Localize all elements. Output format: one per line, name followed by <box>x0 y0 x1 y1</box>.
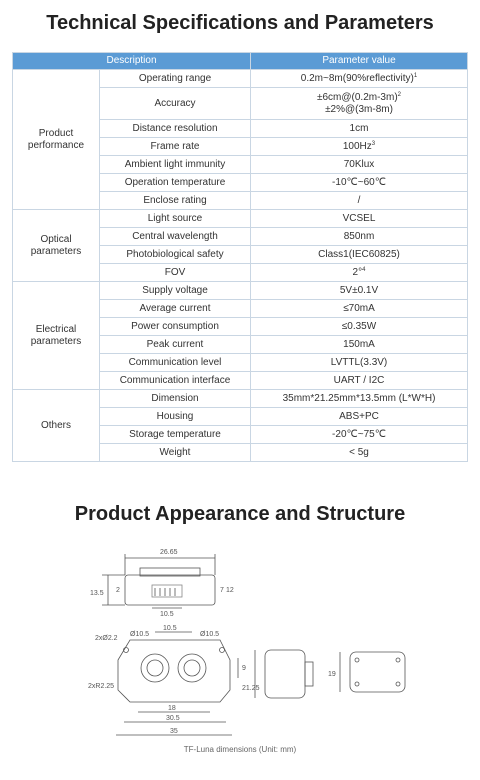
param-value <box>251 228 468 246</box>
front-view-body <box>118 640 230 702</box>
param-value <box>251 120 468 138</box>
param-value-text: ≤70mA <box>343 302 375 314</box>
dim-label: Ø10.5 <box>130 631 150 638</box>
param-value-text: 1cm <box>349 122 369 134</box>
dim-label: 2xR2.25 <box>88 683 115 690</box>
param-value-text: 100Hz <box>342 140 372 152</box>
drawing-caption: TF-Luna dimensions (Unit: mm) <box>183 745 297 754</box>
param-name: Distance resolution <box>100 120 251 138</box>
dim-label: 12 <box>226 587 234 594</box>
param-value <box>251 264 468 282</box>
spec-title: Technical Specifications and Parameters <box>46 12 434 34</box>
dim-label: 10.5 <box>160 611 174 618</box>
param-value <box>251 88 468 120</box>
dim-label: 21.25 <box>242 685 260 692</box>
param-name: Dimension <box>100 390 251 408</box>
dim-label: 26.65 <box>160 549 178 556</box>
header-parameter-value: Parameter value <box>251 53 468 70</box>
param-value-text: 70Klux <box>343 158 375 170</box>
param-value <box>251 426 468 444</box>
param-value <box>251 372 468 390</box>
param-value-text: 850nm <box>343 230 375 242</box>
dim-label: Ø10.5 <box>200 631 220 638</box>
dim-label: 13.5 <box>90 590 104 597</box>
spec-table <box>12 52 468 462</box>
param-value <box>251 390 468 408</box>
param-value <box>251 70 468 88</box>
param-name: Operating range <box>100 70 251 88</box>
param-value-text-2: ±2%@(3m-8m) <box>325 103 393 115</box>
dim-label: 18 <box>168 705 176 712</box>
dim-label: 19 <box>328 671 336 678</box>
side-view-body <box>265 650 305 698</box>
param-name: Communication interface <box>100 372 251 390</box>
footnote-ref: 3 <box>371 140 376 147</box>
group-label: Electrical parameters <box>13 282 100 390</box>
table-row <box>13 70 468 88</box>
table-row <box>13 390 468 408</box>
footnote-ref: 4 <box>362 266 366 273</box>
dim-label: 9 <box>242 665 246 672</box>
param-value-text: 2° <box>352 266 363 278</box>
param-value-text: < 5g <box>349 446 369 458</box>
group-label: Product performance <box>13 70 100 210</box>
dim-label: 10.5 <box>163 625 177 632</box>
param-name: Photobiological safety <box>100 246 251 264</box>
param-value-text: 150mA <box>343 338 375 350</box>
param-value-text: 5V±0.1V <box>339 284 379 296</box>
param-value <box>251 156 468 174</box>
param-value-text: 0.2m~8m(90%reflectivity) <box>300 72 414 84</box>
param-name: Supply voltage <box>100 282 251 300</box>
dim-label: 2xØ2.2 <box>95 635 118 642</box>
param-value-text: LVTTL(3.3V) <box>330 356 388 368</box>
param-value <box>251 174 468 192</box>
param-value <box>251 246 468 264</box>
top-view-pins <box>152 585 182 597</box>
param-name: Peak current <box>100 336 251 354</box>
lens-right <box>178 654 206 682</box>
param-value-text: ±6cm@(0.2m-3m) <box>317 91 398 103</box>
param-value <box>251 318 468 336</box>
dimension-drawing <box>60 540 430 745</box>
param-name: Ambient light immunity <box>100 156 251 174</box>
param-name: Central wavelength <box>100 228 251 246</box>
param-value-text: -10℃~60℃ <box>332 176 386 188</box>
dim-label: 7 <box>220 587 224 594</box>
param-value <box>251 300 468 318</box>
group-label: Optical parameters <box>13 210 100 282</box>
table-row <box>13 282 468 300</box>
group-label: Others <box>13 390 100 462</box>
header-description: Description <box>13 53 251 70</box>
param-name: Housing <box>100 408 251 426</box>
param-value <box>251 408 468 426</box>
dim-label: 30.5 <box>166 715 180 722</box>
param-name: Communication level <box>100 354 251 372</box>
param-value <box>251 444 468 462</box>
param-value-text: / <box>357 194 361 206</box>
param-value-text: 35mm*21.25mm*13.5mm (L*W*H) <box>282 392 436 404</box>
param-name: Operation temperature <box>100 174 251 192</box>
param-name: FOV <box>100 264 251 282</box>
param-value <box>251 282 468 300</box>
footnote-ref: 1 <box>413 72 418 79</box>
dim-label: 35 <box>170 728 178 735</box>
param-value <box>251 336 468 354</box>
param-value-text: ABS+PC <box>339 410 379 422</box>
lens-left <box>141 654 169 682</box>
param-name: Light source <box>100 210 251 228</box>
param-value-text: -20℃~75℃ <box>332 428 386 440</box>
param-name: Average current <box>100 300 251 318</box>
param-value <box>251 192 468 210</box>
footnote-ref: 2 <box>397 91 401 98</box>
appearance-title: Product Appearance and Structure <box>74 503 406 525</box>
param-name: Accuracy <box>100 88 251 120</box>
table-row <box>13 210 468 228</box>
param-value <box>251 354 468 372</box>
param-name: Weight <box>100 444 251 462</box>
param-name: Enclose rating <box>100 192 251 210</box>
param-value-text: Class1(IEC60825) <box>318 248 400 260</box>
param-name: Power consumption <box>100 318 251 336</box>
param-value <box>251 138 468 156</box>
param-value <box>251 210 468 228</box>
dim-label: 2 <box>116 587 120 594</box>
param-value-text: UART / I2C <box>333 374 385 386</box>
param-value-text: ≤0.35W <box>341 320 377 332</box>
param-name: Frame rate <box>100 138 251 156</box>
param-name: Storage temperature <box>100 426 251 444</box>
param-value-text: VCSEL <box>342 212 376 224</box>
